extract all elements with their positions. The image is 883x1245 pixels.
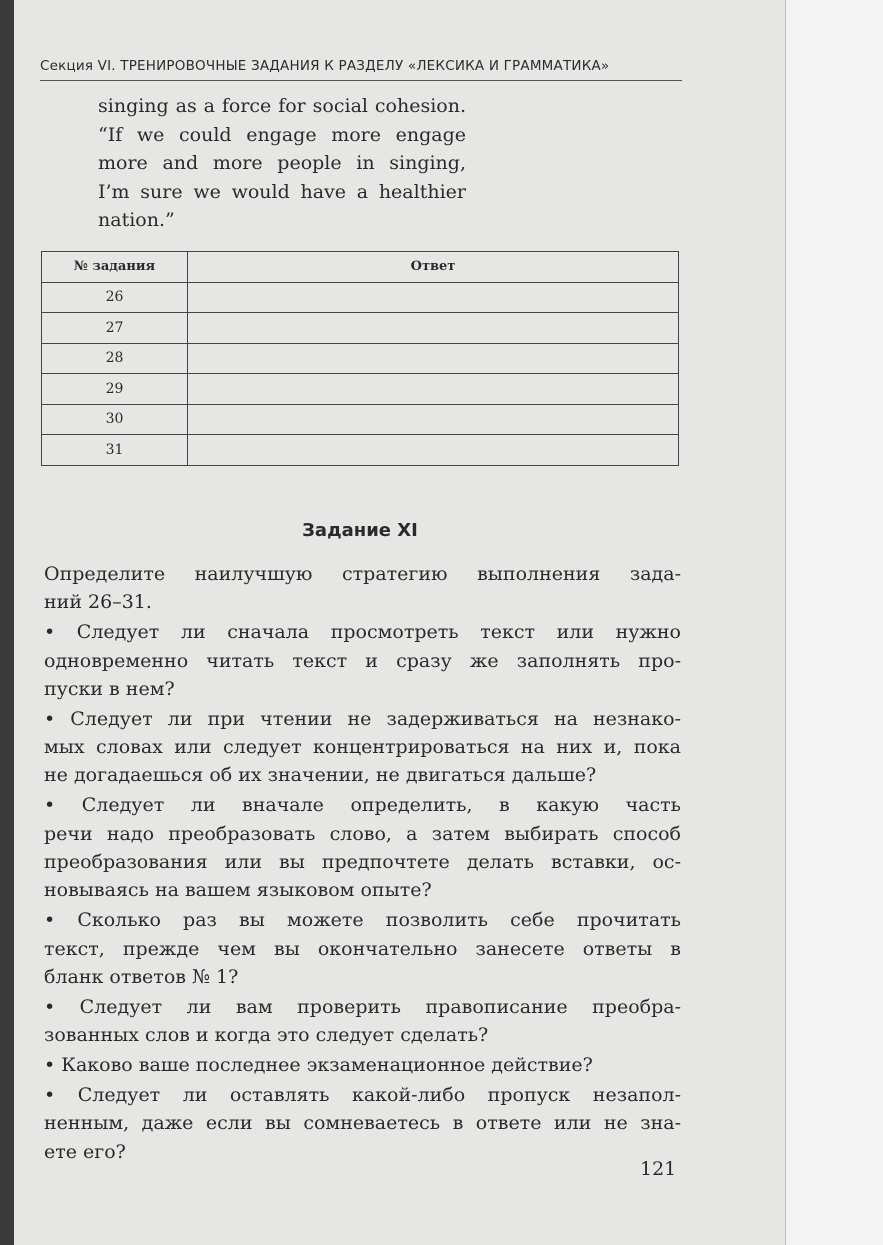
paragraph	[44, 618, 681, 703]
paragraph	[44, 906, 681, 991]
intro-line: more and more people in singing,	[98, 152, 466, 174]
running-header: Секция VI. ТРЕНИРОВОЧНЫЕ ЗАДАНИЯ К РАЗДЕЛУ «ЛЕКСИКА И ГРАММАТИКА»	[40, 58, 610, 74]
scan-edge	[0, 0, 14, 1245]
page-number: 121	[640, 1158, 677, 1180]
text-line: бланк ответов № 1?	[44, 965, 239, 988]
text-line: преобразования или вы предпочтете делать вставки, ос-	[44, 851, 681, 874]
text-line: текст, прежде чем вы окончательно занесете ответы в	[44, 937, 681, 960]
text-line: Определите наилучшую стратегию выполнения зада-	[44, 563, 681, 585]
paragraph	[44, 705, 681, 790]
text-line: одновременно читать текст и сразу же заполнять про-	[44, 649, 681, 672]
scan-margin	[785, 0, 883, 1245]
answer-cell[interactable]	[188, 404, 679, 435]
text-line: новываясь на вашем языковом опыте?	[44, 879, 432, 902]
answer-cell[interactable]	[188, 313, 679, 344]
intro-line: nation.”	[98, 209, 175, 231]
task-number: 31	[42, 435, 188, 466]
table-row	[42, 435, 679, 466]
table-row	[42, 313, 679, 344]
intro-line: singing as a force for social cohesion.	[98, 95, 466, 117]
paragraph	[44, 1051, 681, 1079]
text-line: • Следует ли сначала просмотреть текст или нужно	[44, 621, 681, 644]
task-body	[44, 560, 681, 1168]
text-line: мых словах или следует концентрироваться на них и, пока	[44, 736, 681, 759]
answer-table	[41, 251, 679, 466]
intro-line: I’m sure we would have a healthier	[98, 180, 466, 203]
task-number: 30	[42, 404, 188, 435]
answer-table-header	[42, 252, 679, 283]
text-line: • Следует ли вам проверить правописание преобра-	[44, 995, 681, 1018]
task-number-header: № задания	[42, 252, 188, 283]
paragraph	[44, 791, 681, 904]
task-number: 27	[42, 313, 188, 344]
answer-cell[interactable]	[188, 343, 679, 374]
header-rule	[40, 80, 682, 81]
text-line: ете его?	[44, 1140, 126, 1163]
table-row	[42, 374, 679, 405]
text-line: ненным, даже если вы сомневаетесь в ответе или не зна-	[44, 1112, 681, 1135]
text-line: • Сколько раз вы можете позволить себе прочитать	[44, 909, 681, 932]
paragraph	[44, 560, 681, 617]
table-row	[42, 404, 679, 435]
task-number: 26	[42, 282, 188, 313]
task-title: Задание XI	[302, 520, 418, 541]
text-line: • Каково ваше последнее экзаменационное действие?	[44, 1054, 593, 1077]
answer-header: Ответ	[188, 252, 679, 283]
text-line: • Следует ли оставлять какой-либо пропуск незапол-	[44, 1084, 681, 1107]
text-line: речи надо преобразовать слово, а затем выбирать способ	[44, 822, 681, 845]
answer-cell[interactable]	[188, 374, 679, 405]
text-line: • Следует ли при чтении не задерживаться на незнако-	[44, 707, 681, 730]
answer-cell[interactable]	[188, 435, 679, 466]
task-number: 28	[42, 343, 188, 374]
paragraph	[44, 1081, 681, 1166]
intro-line: “If we could engage more engage	[98, 123, 466, 146]
task-number: 29	[42, 374, 188, 405]
answer-cell[interactable]	[188, 282, 679, 313]
text-line: ний 26–31.	[44, 591, 152, 614]
text-line: • Следует ли вначале определить, в какую часть	[44, 794, 681, 817]
paragraph	[44, 993, 681, 1050]
table-row	[42, 282, 679, 313]
text-line: пуски в нем?	[44, 677, 175, 700]
text-line: не догадаешься об их значении, не двигаться дальше?	[44, 764, 597, 787]
table-row	[42, 343, 679, 374]
intro-text	[98, 92, 466, 235]
text-line: зованных слов и когда это следует сделать?	[44, 1024, 489, 1047]
